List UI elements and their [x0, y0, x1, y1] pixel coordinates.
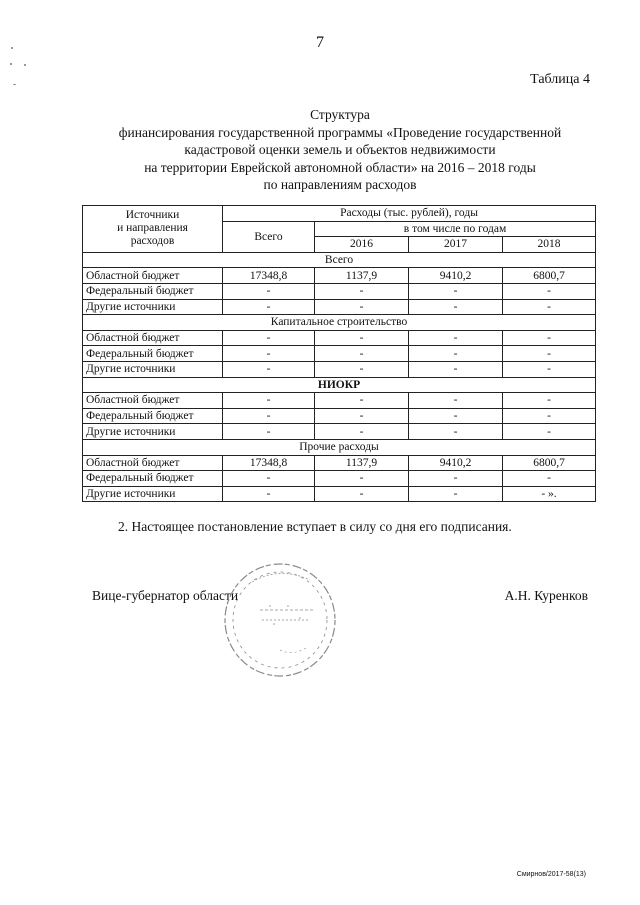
- heading-line: по направлениям расходов: [263, 177, 417, 192]
- source-cell: Федеральный бюджет: [83, 408, 223, 424]
- heading-line: на территории Еврейской автономной области» на 2016 – 2018 годы: [144, 159, 536, 175]
- total-cell: -: [223, 299, 315, 315]
- year-2016-cell: -: [315, 361, 409, 377]
- total-header-cell: Всего: [223, 221, 315, 252]
- section-row: [83, 439, 596, 455]
- year-2018-cell: -: [503, 424, 596, 440]
- source-cell: Федеральный бюджет: [83, 471, 223, 487]
- year-2017-cell: -: [409, 471, 503, 487]
- table-row: [83, 361, 596, 377]
- heading-line: кадастровой оценки земель и объектов недвижимости: [184, 142, 496, 157]
- table-label: Таблица 4: [530, 72, 590, 87]
- total-cell: -: [223, 408, 315, 424]
- year-2017-cell: 9410,2: [409, 268, 503, 284]
- total-cell: -: [223, 486, 315, 502]
- table-row: [83, 471, 596, 487]
- source-cell: Другие источники: [83, 299, 223, 315]
- year-2017-cell: -: [409, 330, 503, 346]
- table-row: [83, 346, 596, 362]
- section-title: Прочие расходы: [83, 439, 596, 455]
- scan-speck: [10, 63, 12, 65]
- scan-speck: [11, 47, 13, 49]
- source-cell: Другие источники: [83, 361, 223, 377]
- total-cell: 17348,8: [223, 455, 315, 471]
- table-row: [83, 455, 596, 471]
- year-2017-cell: -: [409, 283, 503, 299]
- section-title: НИОКР: [83, 377, 596, 393]
- table-row: [83, 330, 596, 346]
- source-cell: Областной бюджет: [83, 330, 223, 346]
- total-cell: -: [223, 346, 315, 362]
- year-2017-cell: -: [409, 393, 503, 409]
- year-2016-cell: 1137,9: [315, 455, 409, 471]
- table-row: [83, 408, 596, 424]
- section-title: Всего: [83, 252, 596, 268]
- source-cell: Областной бюджет: [83, 268, 223, 284]
- source-cell: Другие источники: [83, 424, 223, 440]
- source-cell: Областной бюджет: [83, 455, 223, 471]
- table-row: [83, 268, 596, 284]
- sources-header-line: Источники: [125, 209, 180, 222]
- year-2016-cell: -: [315, 283, 409, 299]
- year-2018-cell: -: [503, 408, 596, 424]
- by-year-header-cell: в том числе по годам: [315, 221, 596, 237]
- year-2016-cell: -: [315, 299, 409, 315]
- year-2018-cell: - ».: [503, 486, 596, 502]
- year-2017-cell: -: [409, 346, 503, 362]
- year-2018-cell: 6800,7: [503, 455, 596, 471]
- table-row: [83, 283, 596, 299]
- year-header-cell: 2016: [315, 237, 409, 253]
- year-2018-cell: -: [503, 471, 596, 487]
- year-2016-cell: 1137,9: [315, 268, 409, 284]
- table-row: [83, 393, 596, 409]
- expenses-header-cell: Расходы (тыс. рублей), годы: [223, 206, 596, 222]
- year-header-cell: 2018: [503, 237, 596, 253]
- heading-line: финансирования государственной программы «Проведение государственной: [118, 124, 562, 140]
- total-cell: -: [223, 283, 315, 299]
- table-row: [83, 424, 596, 440]
- year-2016-cell: -: [315, 424, 409, 440]
- table-header-row: [83, 206, 596, 222]
- year-2017-cell: -: [409, 361, 503, 377]
- year-2018-cell: 6800,7: [503, 268, 596, 284]
- document-heading: [60, 106, 620, 194]
- year-2016-cell: -: [315, 330, 409, 346]
- source-cell: Другие источники: [83, 486, 223, 502]
- financing-table: [82, 205, 596, 502]
- section-row: [83, 377, 596, 393]
- total-cell: -: [223, 393, 315, 409]
- year-2017-cell: 9410,2: [409, 455, 503, 471]
- year-2017-cell: -: [409, 299, 503, 315]
- section-title: Капитальное строительство: [83, 315, 596, 331]
- year-2018-cell: -: [503, 393, 596, 409]
- year-2016-cell: -: [315, 408, 409, 424]
- signer-name: А.Н. Куренков: [504, 588, 588, 603]
- table-row: [83, 299, 596, 315]
- year-2017-cell: -: [409, 424, 503, 440]
- scan-speck: [13, 84, 16, 85]
- sources-header-cell: [83, 206, 223, 253]
- total-cell: -: [223, 361, 315, 377]
- sources-header-line: и направления: [117, 222, 188, 235]
- source-cell: Федеральный бюджет: [83, 346, 223, 362]
- total-cell: -: [223, 471, 315, 487]
- year-2017-cell: -: [409, 408, 503, 424]
- scan-speck: [24, 64, 26, 66]
- sources-header-line: расходов: [130, 235, 175, 248]
- year-2016-cell: -: [315, 486, 409, 502]
- year-2018-cell: -: [503, 361, 596, 377]
- page-number: 7: [316, 34, 324, 51]
- total-cell: -: [223, 330, 315, 346]
- official-seal-stamp: [222, 560, 342, 680]
- source-cell: Федеральный бюджет: [83, 283, 223, 299]
- year-2016-cell: -: [315, 346, 409, 362]
- source-cell: Областной бюджет: [83, 393, 223, 409]
- year-2018-cell: -: [503, 330, 596, 346]
- clause-text: 2. Настоящее постановление вступает в силу со дня его подписания.: [118, 519, 512, 534]
- total-cell: -: [223, 424, 315, 440]
- year-2018-cell: -: [503, 283, 596, 299]
- table-row: [83, 486, 596, 502]
- heading-line: Структура: [310, 107, 370, 122]
- year-2016-cell: -: [315, 393, 409, 409]
- document-code: Смирнов/2017-58(13): [516, 871, 586, 878]
- section-row: [83, 315, 596, 331]
- total-cell: 17348,8: [223, 268, 315, 284]
- year-2017-cell: -: [409, 486, 503, 502]
- year-header-cell: 2017: [409, 237, 503, 253]
- section-row: [83, 252, 596, 268]
- year-2018-cell: -: [503, 299, 596, 315]
- signer-title: Вице-губернатор области: [92, 588, 239, 603]
- year-2016-cell: -: [315, 471, 409, 487]
- year-2018-cell: -: [503, 346, 596, 362]
